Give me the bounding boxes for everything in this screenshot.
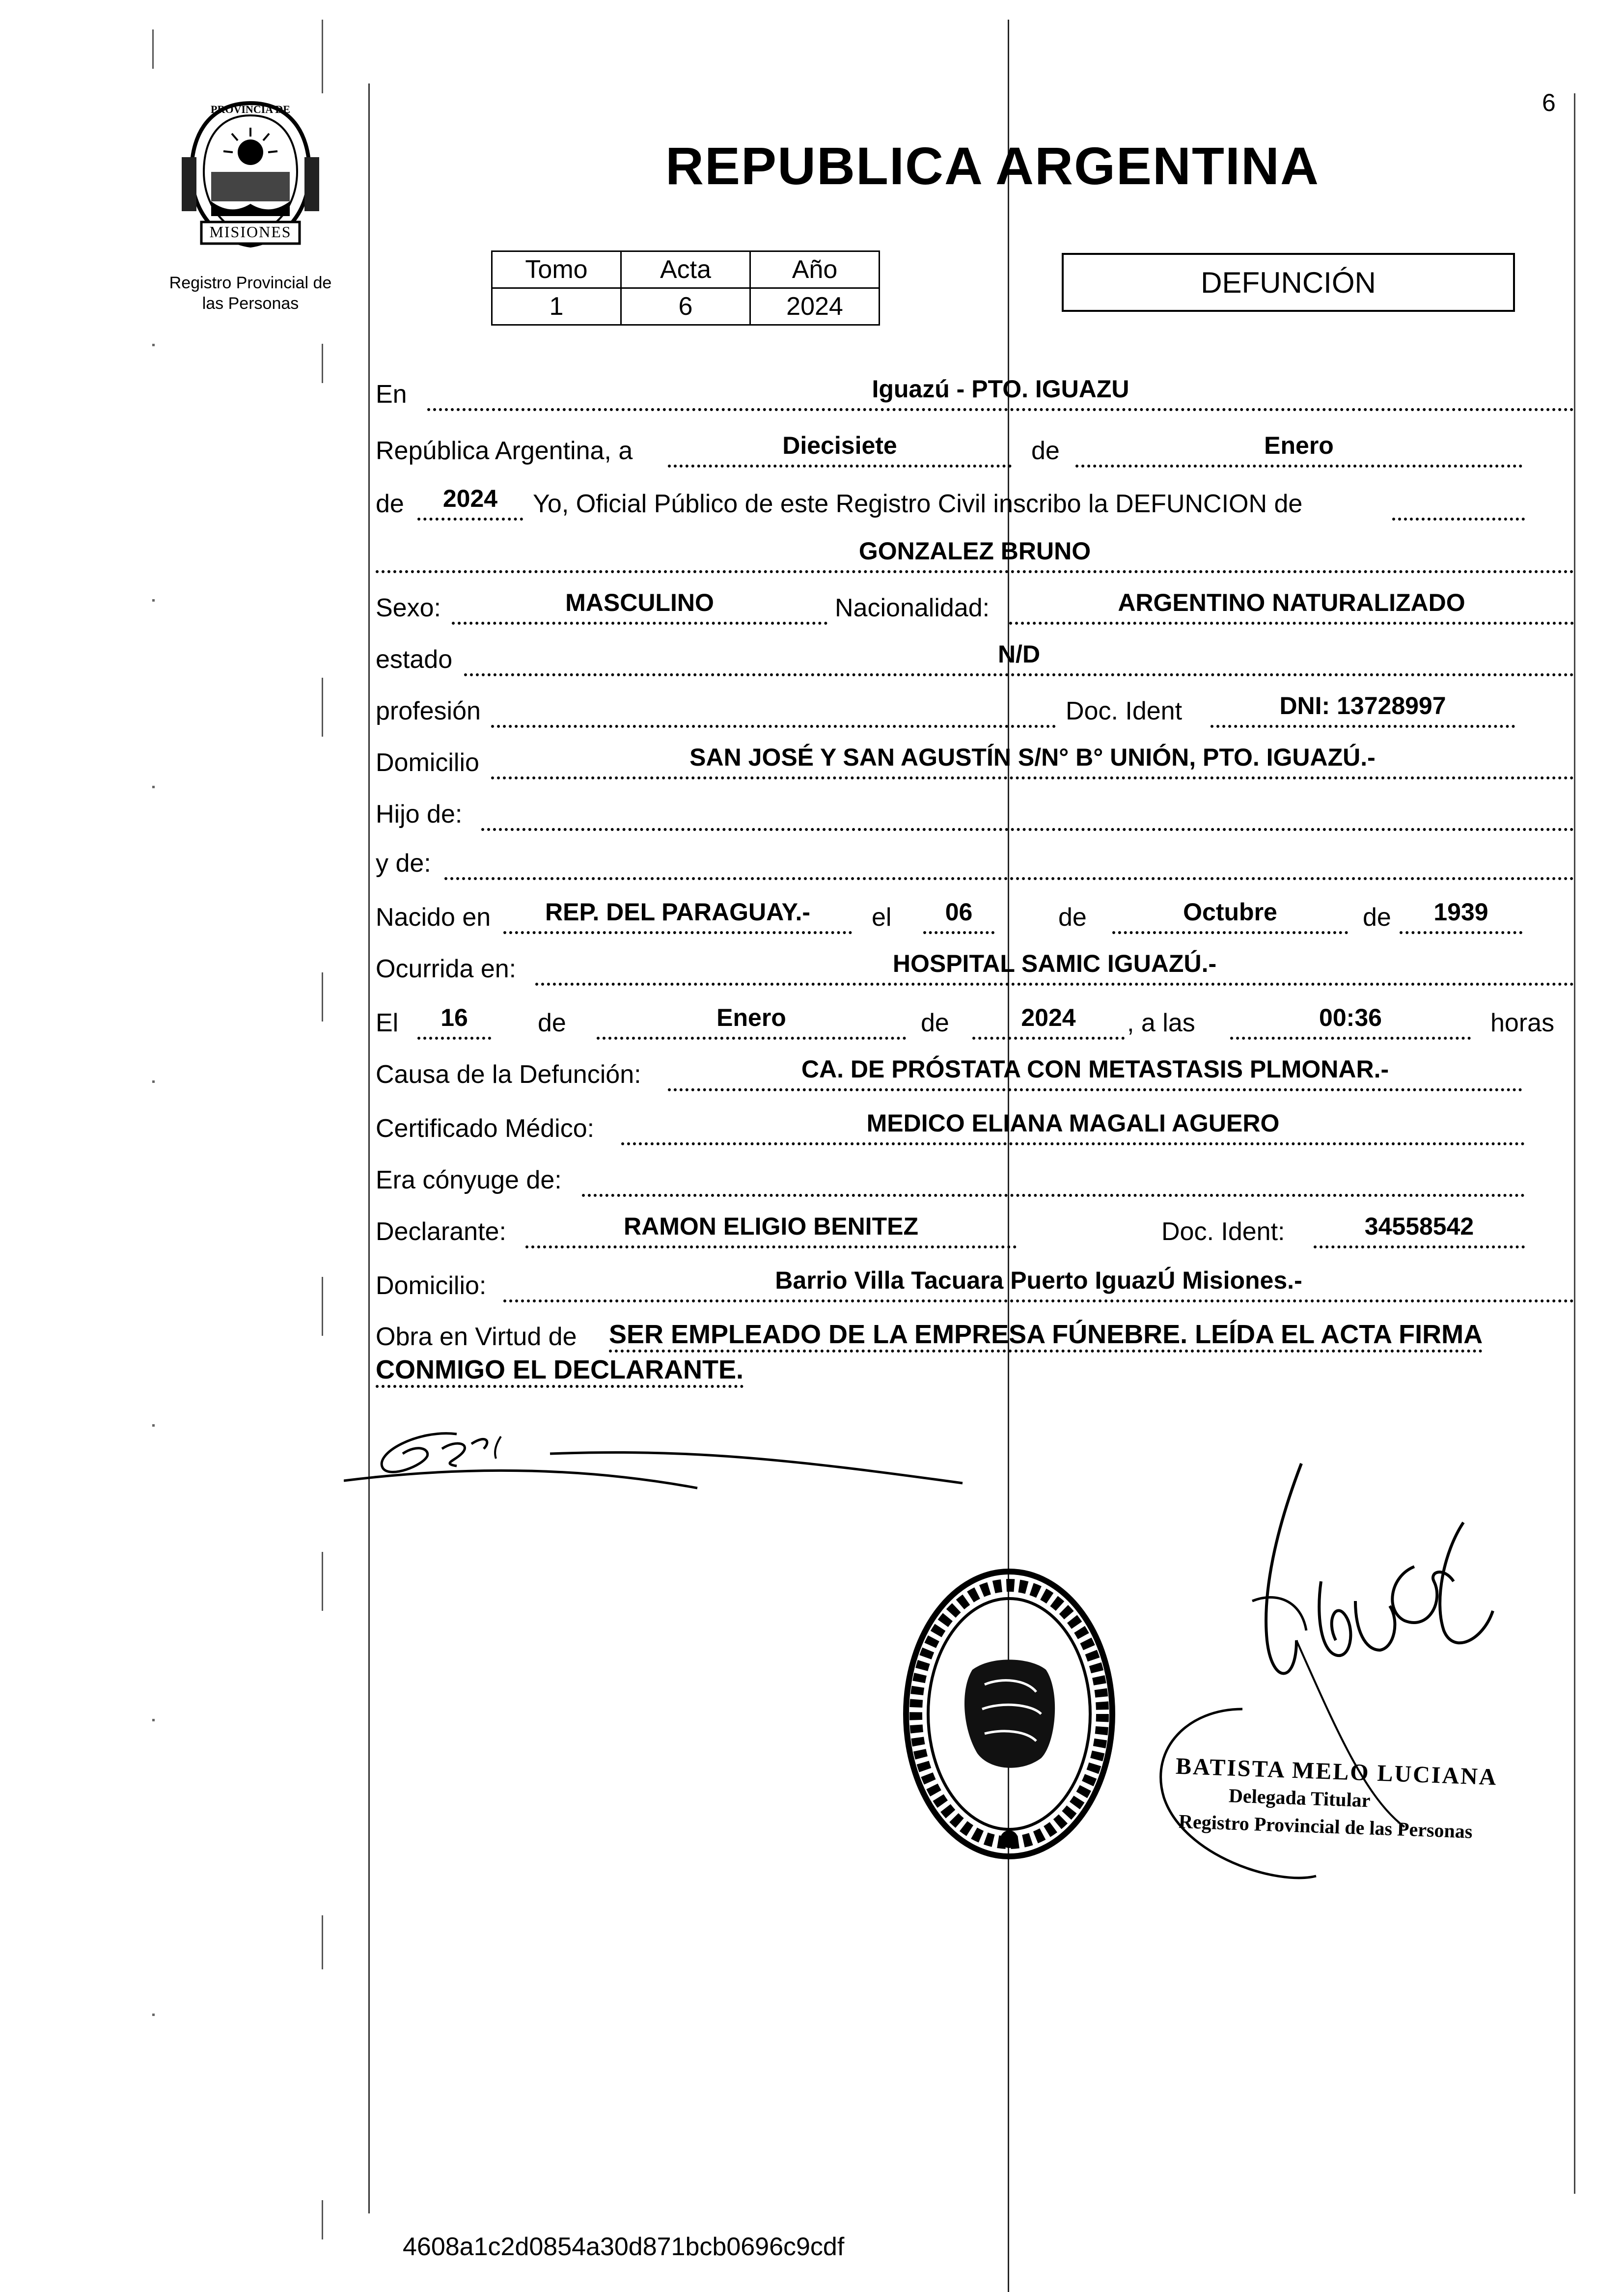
margin-tick [152,29,154,69]
tomo-acta-anio-table [491,250,880,326]
def-mes-value: Enero [716,1004,786,1031]
signatory-name: BATISTA MELO LUCIANA [1175,1753,1498,1791]
horas-label: horas [1490,1009,1555,1037]
conyuge-label: Era cónyuge de: [376,1166,562,1194]
fecha-label: República Argentina, a [376,437,633,465]
margin-dot [152,2014,155,2016]
nombre-field [376,526,1574,573]
profesion-label: profesión [376,697,481,725]
decl-domicilio-value: Barrio Villa Tacuara Puerto IguazÚ Misiones.- [775,1267,1302,1294]
value-anio: 2024 [750,288,880,325]
en-label: En [376,380,407,409]
hora-field [1230,993,1471,1040]
ocurrida-label: Ocurrida en: [376,955,517,983]
margin-tick [322,972,323,1022]
margin-tick [322,344,323,383]
row-decl-domicilio [376,1257,1574,1306]
causa-value: CA. DE PRÓSTATA CON METASTASIS PLMONAR.- [801,1055,1389,1083]
declarante-label: Declarante: [376,1217,506,1246]
obra-line1: SER EMPLEADO DE LA EMPRESA FÚNEBRE. LEÍDA EL ACTA FIRMA [609,1319,1483,1353]
nac-anio-field [1400,887,1522,934]
certificado-field [621,1098,1525,1145]
def-dia-value: 16 [440,1004,468,1031]
row-nacido [376,889,1574,938]
nac-dia-field [923,887,994,934]
margin-dot [152,1719,155,1721]
row-declarante [376,1203,1574,1252]
yde-field [444,833,1574,880]
value-acta: 6 [621,288,750,325]
row-defuncion-fecha [376,994,1574,1044]
nacionalidad-label: Nacionalidad: [835,594,990,622]
row-domicilio [376,734,1574,783]
yde-label: y de: [376,849,431,878]
certificado-value: MEDICO ELIANA MAGALI AGUERO [866,1109,1280,1137]
row-causa [376,1046,1574,1095]
hijo-field [481,784,1574,831]
margin-tick [322,1915,323,1969]
decl-doc-label: Doc. Ident: [1161,1217,1285,1246]
estado-label: estado [376,645,453,674]
estado-value: N/D [997,640,1041,668]
en-field [427,364,1574,411]
ocurrida-field [535,939,1574,986]
anio-field [417,473,523,521]
el-label: el [872,903,892,932]
domicilio-field [491,732,1574,779]
row-en [376,366,1574,415]
registro-line1: Registro Provincial de [169,274,332,292]
hijo-label: Hijo de: [376,800,463,828]
sexo-label: Sexo: [376,594,441,622]
row-estado [376,631,1574,680]
de-label: de [1031,437,1060,465]
record-type: DEFUNCIÓN [1201,266,1376,299]
doc-field [1211,681,1515,728]
def-anio-field [972,993,1125,1040]
nac-mes-value: Octubre [1183,898,1277,926]
margin-dot [152,786,155,788]
row-obra [376,1306,1574,1385]
page-right-border [1574,93,1575,2194]
value-tomo: 1 [492,288,621,325]
nacionalidad-field [1009,578,1574,625]
ocurrida-value: HOSPITAL SAMIC IGUAZÚ.- [892,950,1217,977]
decl-domicilio-label: Domicilio: [376,1271,487,1300]
signatory-office: Registro Provincial de las Personas [1178,1810,1473,1843]
margin-dot [152,599,155,602]
row-conyuge [376,1152,1574,1201]
def-anio-value: 2024 [1021,1004,1076,1031]
doc-value: DNI: 13728997 [1279,692,1446,719]
header-anio: Año [750,251,880,288]
doc-label: Doc. Ident [1066,697,1183,725]
hora-value: 00:36 [1319,1004,1382,1031]
nacido-value: REP. DEL PARAGUAY.- [545,898,810,926]
page-left-border [368,83,370,2213]
row-ocurrida [376,940,1574,990]
el2-label: El [376,1009,399,1037]
emblem-bottom-text: MISIONES [209,223,292,241]
margin-tick [322,2200,323,2239]
conyuge-field [582,1150,1525,1197]
alas-label: , a las [1127,1009,1195,1037]
margin-tick [322,1277,323,1336]
row-yde [376,835,1574,884]
nac-mes-field [1112,887,1348,934]
obra-line2: CONMIGO EL DECLARANTE. [376,1354,743,1388]
sexo-value: MASCULINO [565,589,714,616]
certificado-label: Certificado Médico: [376,1114,595,1143]
anio-value: 2024 [442,485,498,512]
en-value: Iguazú - PTO. IGUAZU [872,375,1129,403]
obra-label: Obra en Virtud de [376,1323,577,1351]
row-hijo [376,786,1574,835]
registro-line2: las Personas [202,294,299,313]
nacido-field [503,887,852,934]
causa-label: Causa de la Defunción: [376,1060,641,1089]
row-nombre [376,528,1574,577]
header-tomo: Tomo [492,251,621,288]
row-sexo [376,580,1574,629]
def-mes-field [597,993,906,1040]
registro-label [147,273,354,314]
nac-dia-value: 06 [945,898,973,926]
inscribo-text: Yo, Oficial Público de este Registro Civil inscribo la DEFUNCION de [533,490,1303,518]
nombre-value: GONZALEZ BRUNO [858,537,1091,565]
def-dia-field [417,993,491,1040]
estado-field [464,629,1574,676]
domicilio-label: Domicilio [376,748,479,777]
decl-domicilio-field [503,1255,1574,1302]
anio-prefix: de [376,490,404,518]
document-hash: 4608a1c2d0854a30d871bcb0696c9cdf [403,2233,845,2261]
nac-anio-value: 1939 [1433,898,1488,926]
nacionalidad-value: ARGENTINO NATURALIZADO [1118,589,1465,616]
page-number: 6 [1542,89,1556,116]
row-anio [376,475,1574,525]
sexo-field [452,578,827,625]
declarante-field [525,1201,1017,1248]
profesion-field [491,681,1056,728]
record-type-box [1062,253,1515,312]
signatory-role: Delegada Titular [1228,1784,1371,1812]
mes-field [1075,420,1522,468]
decl-doc-value: 34558542 [1364,1213,1474,1240]
header-acta: Acta [621,251,750,288]
row-fecha [376,422,1574,471]
dia-field [668,420,1012,468]
emblem-top-text: PROVINCIA DE [211,103,290,115]
nac-de1-label: de [1058,903,1087,932]
causa-field [668,1044,1522,1091]
row-certificado [376,1100,1574,1149]
margin-tick [322,1552,323,1611]
mes-value: Enero [1264,432,1334,459]
declarant-signature [344,1414,972,1503]
margin-tick [322,20,323,93]
def-de1-label: de [538,1009,566,1037]
provincial-emblem [177,93,324,255]
nac-de2-label: de [1363,903,1391,932]
margin-tick [322,678,323,737]
dia-value: Diecisiete [782,432,897,459]
margin-dot [152,1080,155,1083]
row-profesion [376,683,1574,732]
nacido-label: Nacido en [376,903,491,932]
margin-dot [152,344,155,346]
inscribo-blank [1392,473,1525,521]
margin-dot [152,1424,155,1427]
def-de2-label: de [921,1009,949,1037]
decl-doc-field [1314,1201,1525,1248]
domicilio-value: SAN JOSÉ Y SAN AGUSTÍN S/N° B° UNIÓN, PTO. IGUAZÚ.- [689,744,1376,771]
signatory-block [1173,1753,1498,1847]
page-title: REPUBLICA ARGENTINA [665,136,1320,195]
declarante-value: RAMON ELIGIO BENITEZ [624,1213,918,1240]
